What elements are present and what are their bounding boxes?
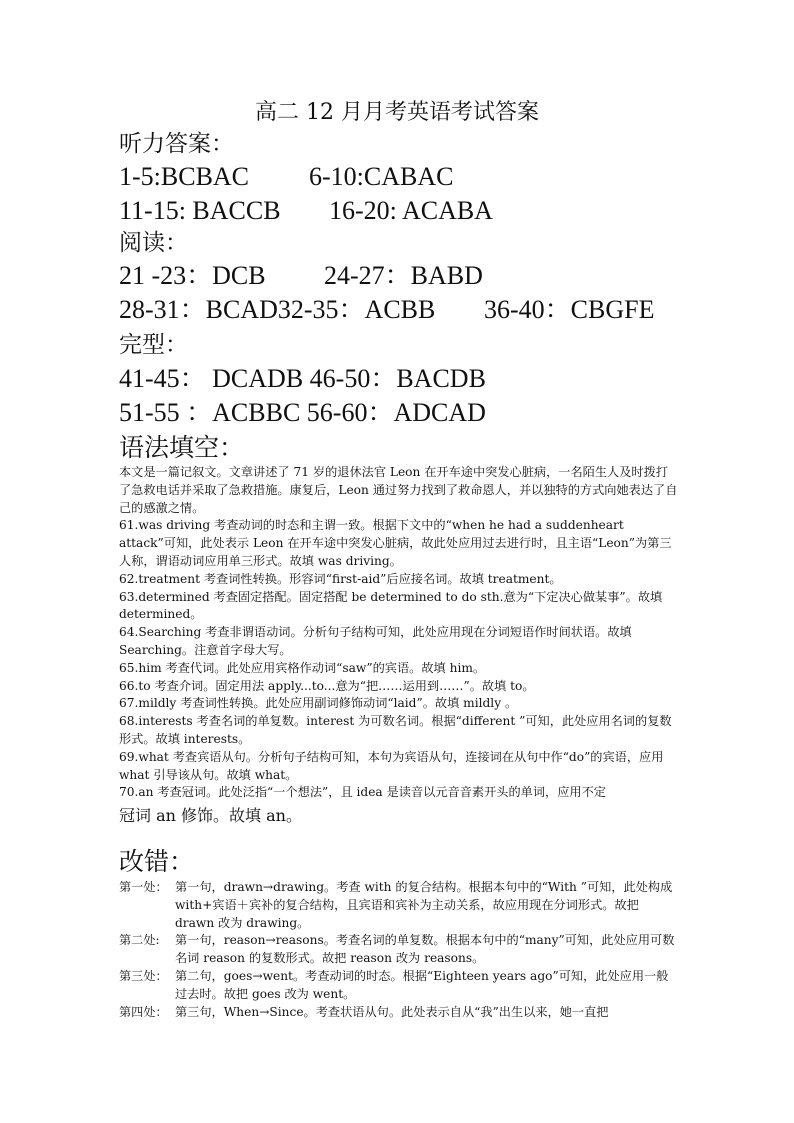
grammar-item: 66.to 考查介词。固定用法 apply...to...意为“把……运用到……”。故填 to。 <box>119 678 535 693</box>
listening-row-2 <box>119 194 493 228</box>
grammar-item: 62.treatment 考查词性转换。形容词“first-aid”后应接名词。故填 treatment。 <box>119 571 562 586</box>
correction-text: 第二句，goes→went。考查动词的时态。根据“Eighteen years ago”可知，此处应用一般过去时。故把 goes 改为 went。 <box>175 968 669 1001</box>
correction-item <box>119 879 679 932</box>
correction-text: 第一句，drawn→drawing。考查 with 的复合结构。根据本句中的“With ”可知，此处构成 with+宾语＋宾补的复合结构，且宾语和宾补为主动关系，故应用现在分词形式。故把 drawn 改为 drawing。 <box>175 880 673 930</box>
grammar-item: 65.him 考查代词。此处应用宾格作动词“saw”的宾语。故填 him。 <box>119 660 486 675</box>
correction-item <box>119 1004 679 1022</box>
answer-group: 16-20: ACABA <box>329 196 493 225</box>
answer-group: 36-40：CBGFE <box>484 295 655 324</box>
correction-label: 第四处： <box>119 1004 168 1019</box>
grammar-item: 70.an 考查冠词。此处泛指“一个想法”，且 idea 是读音以元音音素开头的单词，应用不定 <box>119 785 606 800</box>
grammar-item: 69.what 考查宾语从句。分析句子结构可知，本句为宾语从句，连接词在从句中作“do”的宾语，应用 what 引导该从句。故填 what。 <box>119 749 664 782</box>
grammar-section <box>119 464 679 830</box>
correction-item <box>119 968 679 1004</box>
grammar-heading: 语法填空： <box>119 433 245 462</box>
cloze-row-1: 41-45： DCADB 46-50：BACDB <box>119 364 486 393</box>
correction-label: 第一处： <box>119 880 168 894</box>
correction-item <box>119 932 679 968</box>
grammar-intro: 本文是一篇记叙文。文章讲述了 71 岁的退休法官 Leon 在开车途中突发心脏病，一名陌生人及时拨打了急救电话并采取了急救措施。康复后，Leon 通过努力找到了救命恩人，并以独特的方式向她表达了自己的感激之情。 <box>119 465 678 515</box>
correction-heading: 改错： <box>119 847 195 876</box>
grammar-item: 68.interests 考查名词的单复数。interest 为可数名词。根据“different ”可知，此处应用名词的复数形式。故填 interests。 <box>119 714 672 746</box>
grammar-item: 61.was driving 考查动词的时态和主谓一致。根据下文中的“when he had a suddenheart attack”可知，此处表示 Leon 在开车途中突发心脏病，故此处应用过去进行时，且主语“Leon”为第三人称，谓语动词应用单三形式。故填 was driving。 <box>119 518 672 568</box>
answer-group: 24-27：BABD <box>324 261 483 290</box>
correction-label: 第二处: <box>119 933 160 948</box>
answer-group: 11-15: BACCB <box>119 196 281 225</box>
page-title: 高二 12 月月考英语考试答案 <box>255 100 539 125</box>
grammar-item: 64.Searching 考查非谓语动词。分析句子结构可知，此处应用现在分词短语作时间状语。故填 Searching。注意首字母大写。 <box>119 625 632 657</box>
correction-section <box>119 879 679 1021</box>
answer-group: 6-10:CABAC <box>309 162 454 191</box>
grammar-item: 67.mildly 考查词性转换。此处应用副词修饰动词“laid”。故填 mildly 。 <box>119 696 518 711</box>
cloze-heading: 完型： <box>119 332 188 358</box>
grammar-item-tail: 冠词 an 修饰。故填 an。 <box>119 806 302 826</box>
cloze-row-2: 51-55 ：ACBBC 56-60：ADCAD <box>119 398 486 427</box>
correction-text: 第一句，reason→reasons。考查名词的单复数。根据本句中的“many”可知，此处应用可数名词 reason 的复数形式。故把 reason 改为 reasons。 <box>175 933 675 966</box>
grammar-item: 63.determined 考查固定搭配。固定搭配 be determined to do sth.意为“下定决心做某事”。故填 determined。 <box>119 589 663 622</box>
listening-row-1 <box>119 160 453 194</box>
reading-row-1 <box>119 259 483 293</box>
reading-heading: 阅读： <box>119 230 188 256</box>
answer-group: 21 -23：DCB <box>119 261 266 290</box>
listening-heading: 听力答案： <box>119 131 234 157</box>
answer-group: 28-31：BCAD32-35：ACBB <box>119 295 436 324</box>
correction-text: 第三句，When→Since。考查状语从句。此处表示自从“我”出生以来，她一直把 <box>175 1004 609 1019</box>
answer-group: 1-5:BCBAC <box>119 162 250 191</box>
reading-row-2 <box>119 293 654 327</box>
correction-label: 第三处： <box>119 968 168 983</box>
